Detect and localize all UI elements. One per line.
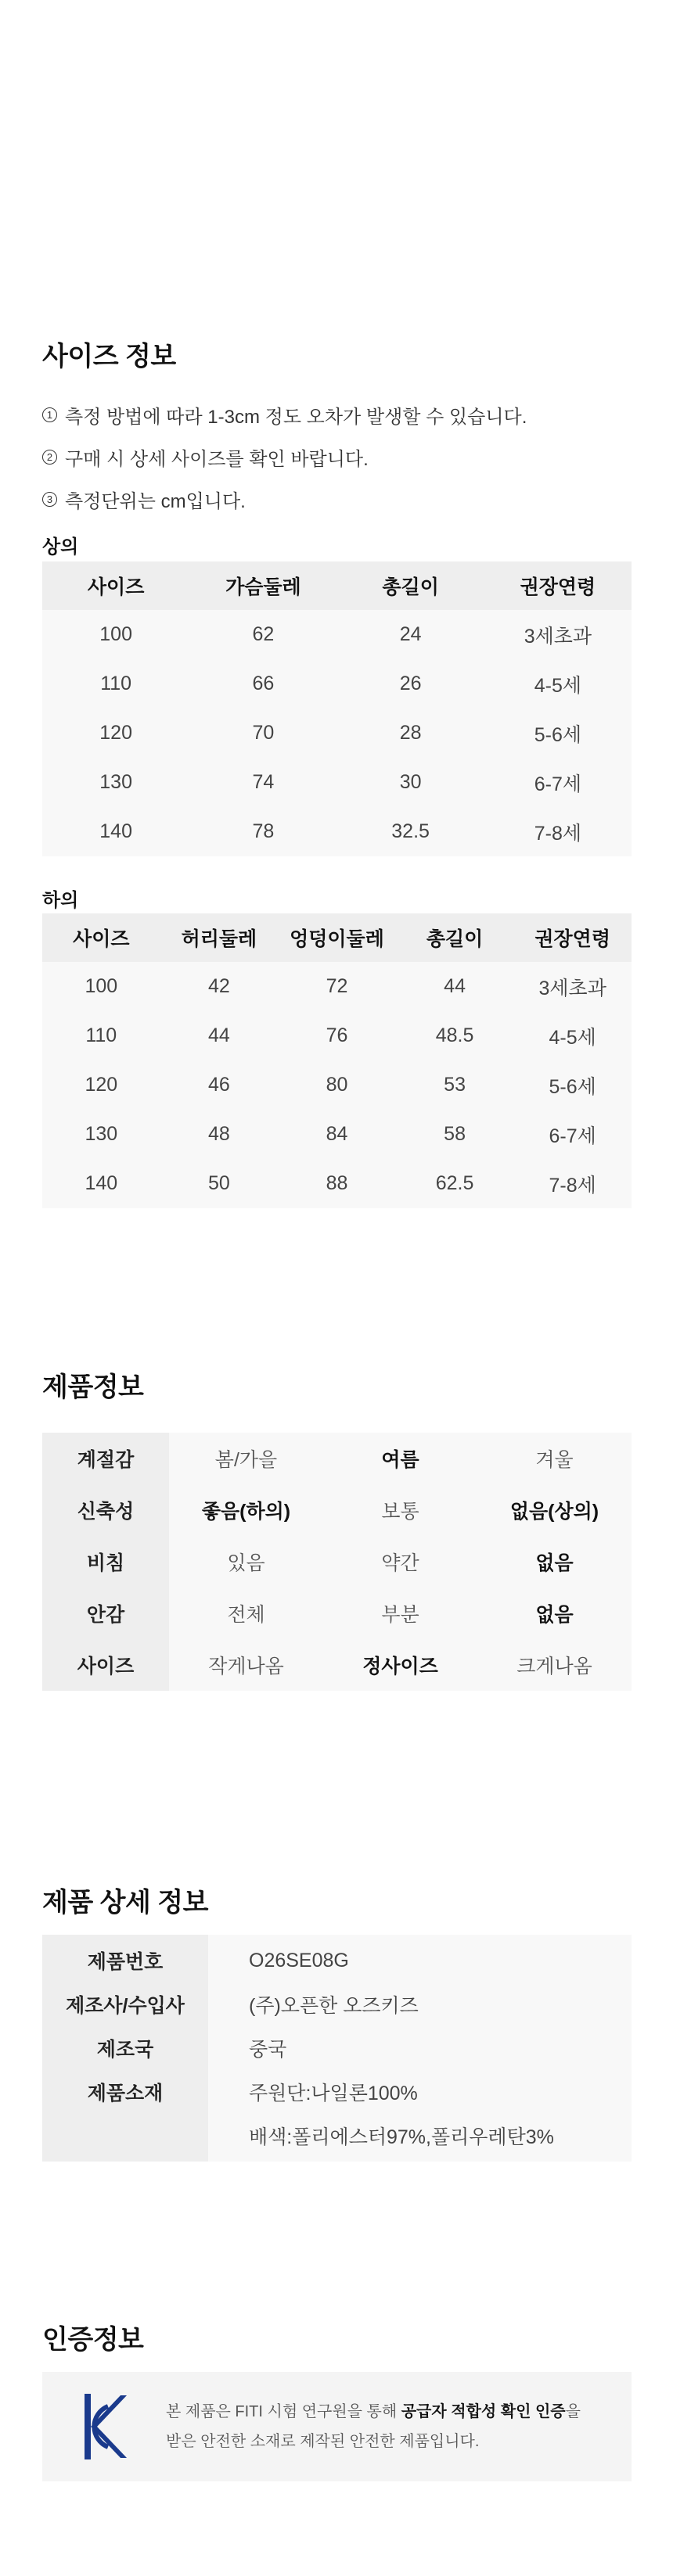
top-size-table-wrap — [42, 561, 632, 856]
table-cell: 62 — [189, 610, 336, 659]
product-info-option-selected: 없음(상의) — [477, 1484, 632, 1536]
bottom-size-table-wrap — [42, 913, 632, 1208]
product-detail-row — [42, 1939, 632, 1982]
top-size-section — [42, 531, 632, 558]
product-info-table — [42, 1433, 632, 1691]
table-cell: 120 — [42, 1060, 160, 1110]
table-cell: 42 — [160, 962, 279, 1011]
product-info-row — [42, 1536, 632, 1588]
table-header-cell: 엉덩이둘레 — [278, 913, 396, 962]
product-detail-section — [42, 1881, 632, 1919]
detail-value: 중국 — [249, 2039, 287, 2061]
table-cell: 130 — [42, 1110, 160, 1159]
table-row — [42, 807, 632, 856]
kc-mark-icon — [80, 2391, 128, 2463]
cert-line1-post: 을 — [565, 2403, 581, 2420]
size-notes — [42, 393, 632, 520]
table-cell: 53 — [396, 1060, 514, 1110]
detail-label: 제조사/수입사 — [66, 1995, 185, 2017]
table-cell: 24 — [337, 610, 484, 659]
table-row — [42, 962, 632, 1011]
circled-number-icon: 2 — [42, 450, 57, 465]
table-cell: 46 — [160, 1060, 279, 1110]
product-info-option: 겨울 — [477, 1433, 632, 1484]
table-cell: 58 — [396, 1110, 514, 1159]
table-cell: 26 — [337, 659, 484, 709]
size-note — [42, 393, 632, 436]
product-info-option: 작게나옴 — [169, 1639, 323, 1691]
table-header-cell: 사이즈 — [42, 561, 189, 610]
table-cell: 76 — [278, 1011, 396, 1060]
product-info-label: 계절감 — [42, 1433, 169, 1484]
size-note-text: 측정 방법에 따라 1-3cm 정도 오차가 발생할 수 있습니다. — [65, 406, 527, 428]
table-row — [42, 610, 632, 659]
detail-label: 제조국 — [96, 2039, 154, 2061]
table-cell: 6-7세 — [513, 1110, 632, 1159]
product-info-option: 약간 — [323, 1536, 477, 1588]
table-cell: 4-5세 — [484, 659, 632, 709]
table-cell: 4-5세 — [513, 1011, 632, 1060]
cert-line2: 받은 안전한 소재로 제작된 안전한 제품입니다. — [166, 2433, 480, 2450]
detail-label: 제품소재 — [87, 2083, 164, 2104]
product-info-row — [42, 1433, 632, 1484]
table-cell: 5-6세 — [484, 709, 632, 758]
product-info-row — [42, 1639, 632, 1691]
table-cell: 5-6세 — [513, 1060, 632, 1110]
table-cell: 66 — [189, 659, 336, 709]
table-cell: 28 — [337, 709, 484, 758]
certification-text — [166, 2397, 581, 2456]
table-cell: 70 — [189, 709, 336, 758]
table-cell: 48.5 — [396, 1011, 514, 1060]
bottom-size-table — [42, 913, 632, 1208]
table-row — [42, 1011, 632, 1060]
table-header-cell: 총길이 — [396, 913, 514, 962]
product-detail-row — [42, 2114, 632, 2158]
product-info-option-selected: 여름 — [323, 1433, 477, 1484]
certification-title: 인증정보 — [42, 2325, 144, 2355]
detail-value: O26SE08G — [249, 1949, 349, 1971]
circled-number-icon: 3 — [42, 492, 57, 507]
table-cell: 80 — [278, 1060, 396, 1110]
size-info-section — [42, 335, 632, 520]
size-note — [42, 478, 632, 520]
table-cell: 140 — [42, 1159, 160, 1208]
table-cell: 3세초과 — [484, 610, 632, 659]
table-cell: 7-8세 — [513, 1159, 632, 1208]
table-row — [42, 709, 632, 758]
product-info-option: 전체 — [169, 1588, 323, 1639]
table-cell: 44 — [160, 1011, 279, 1060]
top-size-table — [42, 561, 632, 856]
detail-value: 배색:폴리에스터97%,폴리우레탄3% — [249, 2126, 554, 2148]
table-cell: 62.5 — [396, 1159, 514, 1208]
size-note-text: 측정단위는 cm입니다. — [65, 490, 246, 512]
table-header-cell: 사이즈 — [42, 913, 160, 962]
table-cell: 30 — [337, 758, 484, 807]
table-header-cell: 가슴둘레 — [189, 561, 336, 610]
table-row — [42, 1159, 632, 1208]
cert-line1-bold: 공급자 적합성 확인 인증 — [401, 2403, 566, 2420]
certification-section — [42, 2318, 632, 2356]
table-cell: 7-8세 — [484, 807, 632, 856]
table-header-cell: 총길이 — [337, 561, 484, 610]
table-row — [42, 758, 632, 807]
detail-value: 주원단:나일론100% — [249, 2083, 418, 2104]
product-info-label: 사이즈 — [42, 1639, 169, 1691]
table-header-row — [42, 913, 632, 962]
product-info-option: 부분 — [323, 1588, 477, 1639]
product-info-row — [42, 1484, 632, 1536]
size-info-title: 사이즈 정보 — [42, 342, 176, 371]
product-detail-title: 제품 상세 정보 — [42, 1888, 208, 1918]
table-cell: 88 — [278, 1159, 396, 1208]
table-cell: 74 — [189, 758, 336, 807]
product-info-label: 안감 — [42, 1588, 169, 1639]
table-cell: 48 — [160, 1110, 279, 1159]
product-info-option: 보통 — [323, 1484, 477, 1536]
table-cell: 110 — [42, 1011, 160, 1060]
product-detail-row — [42, 1982, 632, 2026]
table-cell: 72 — [278, 962, 396, 1011]
table-header-row — [42, 561, 632, 610]
table-cell: 140 — [42, 807, 189, 856]
bottom-size-label: 하의 — [42, 890, 79, 911]
product-detail-row — [42, 2026, 632, 2070]
table-row — [42, 659, 632, 709]
product-info-label: 신축성 — [42, 1484, 169, 1536]
size-note — [42, 436, 632, 478]
table-cell: 3세초과 — [513, 962, 632, 1011]
product-info-option: 크게나옴 — [477, 1639, 632, 1691]
product-info-label: 비침 — [42, 1536, 169, 1588]
product-info-title: 제품정보 — [42, 1372, 144, 1402]
table-cell: 50 — [160, 1159, 279, 1208]
product-info-option-selected: 없음 — [477, 1588, 632, 1639]
table-cell: 130 — [42, 758, 189, 807]
top-size-label: 상의 — [42, 536, 79, 558]
table-cell: 120 — [42, 709, 189, 758]
certification-box — [42, 2372, 632, 2481]
product-info-section — [42, 1365, 632, 1404]
product-detail-rows — [42, 1939, 632, 2158]
product-info-option: 봄/가을 — [169, 1433, 323, 1484]
table-cell: 100 — [42, 610, 189, 659]
table-header-cell: 권장연령 — [513, 913, 632, 962]
product-info-row — [42, 1588, 632, 1639]
table-row — [42, 1110, 632, 1159]
table-cell: 32.5 — [337, 807, 484, 856]
detail-label: 제품번호 — [87, 1951, 164, 1973]
bottom-size-section — [42, 884, 632, 912]
cert-line1-pre: 본 제품은 FITI 시험 연구원을 통해 — [166, 2403, 401, 2420]
table-cell: 44 — [396, 962, 514, 1011]
table-row — [42, 1060, 632, 1110]
circled-number-icon: 1 — [42, 407, 57, 422]
detail-value: (주)오픈한 오즈키즈 — [249, 1995, 419, 2017]
product-info-option-selected: 없음 — [477, 1536, 632, 1588]
product-detail-row — [42, 2070, 632, 2114]
table-cell: 100 — [42, 962, 160, 1011]
size-note-text: 구매 시 상세 사이즈를 확인 바랍니다. — [65, 448, 369, 470]
product-info-table-wrap — [42, 1433, 632, 1691]
product-info-option-selected: 정사이즈 — [323, 1639, 477, 1691]
table-header-cell: 허리둘레 — [160, 913, 279, 962]
table-cell: 84 — [278, 1110, 396, 1159]
table-cell: 78 — [189, 807, 336, 856]
product-info-option: 있음 — [169, 1536, 323, 1588]
table-header-cell: 권장연령 — [484, 561, 632, 610]
table-cell: 110 — [42, 659, 189, 709]
product-info-option-selected: 좋음(하의) — [169, 1484, 323, 1536]
table-cell: 6-7세 — [484, 758, 632, 807]
